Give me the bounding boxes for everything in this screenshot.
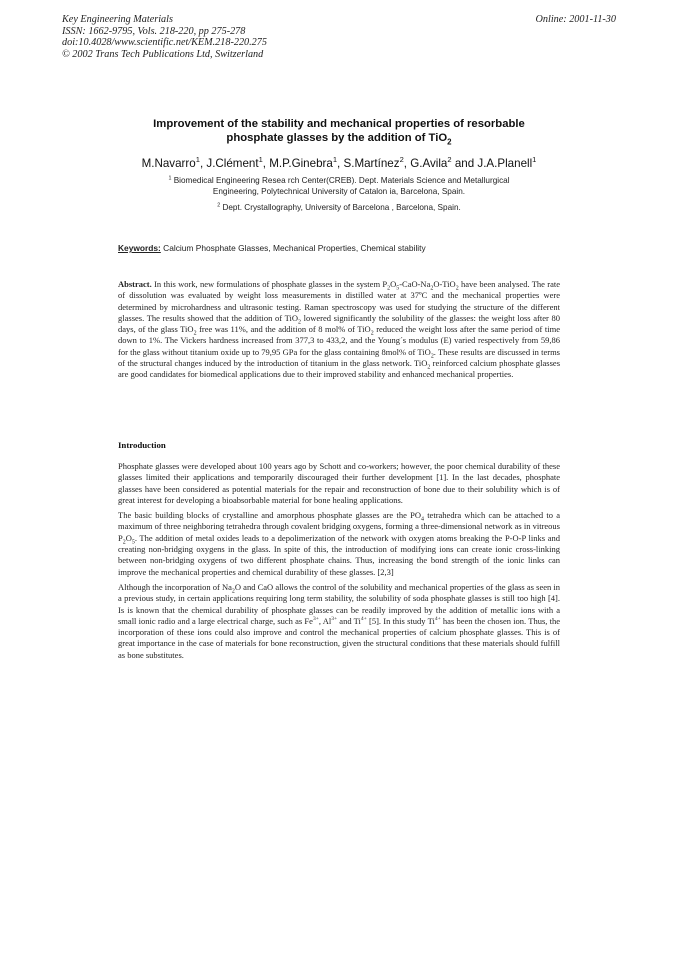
journal-doi[interactable]: doi:10.4028/www.scientific.net/KEM.218-220.275 bbox=[62, 37, 267, 49]
author: M.Navarro$^1$, bbox=[141, 155, 207, 170]
abstract: Abstract. In this work, new formulations of phosphate glasses in the system $P_2O_5-CaO-Na_2O-TiO_2$ have been analysed. The rate of dissolution was evaluated by weight loss measurements in distilled water at 37ºC and the mechanical properties were determined by microhardness and ultrasonic testing. Raman spectroscopy was used for studying the structure of the different glasses. The results showed that the addition of TiO$_2$ lowered significantly the solubility of the glasses: the weight loss after 80 days, of the glass TiO$_2$ free was 11%, and the addition of 8 mol% of TiO$_2$ reduced the weight loss after the same period of time down to 1%. The Vickers hardness increased from 377,3 to 433,2, and the Young´s modulus (E) varied respectively from 59,86 for the glass without titanium oxide up to 79,95 GPa for the glass containing 8mol% of TiO$_2$. These results are discussed in terms of the structural changes induced by the introduction of titanium in the glass network. TiO$_2$ reinforced calcium phosphate glasses are good candidates for biomedical applications due to their improved stability and enhanced mechanical properties. bbox=[118, 279, 561, 380]
keywords-text: Calcium Phosphate Glasses, Mechanical Properties, Chemical stability bbox=[160, 243, 426, 253]
intro-paragraph-3: Although the incorporation of $Na_2O$ and CaO allows the control of the solubility and mechanical properties of the glass as seen in a previous study, in certain applications requiring long term stability, the solubility of soda phosphate glasses is still too high [4]. Is is known that the chemical durability of phosphate glasses can be readily improved by the addition of metallic ions with a small ionic radio and a large electrical charge, such as $Fe^{3+}$, $Al^{3+}$ and $Ti^{4+}$ [5]. In this study $Ti^{4+}$ has been the chosen ion. Thus, the incorporation of these ions could also improve and control the mechanical properties of calcium phosphate glasses. This is of great importance in the case of materials for bone reconstruction, given the structural conditions that these materials should fulfill as bone substitutes. bbox=[118, 581, 561, 660]
online-date: Online: 2001-11-30 bbox=[535, 14, 616, 25]
affiliation-2: $^2$ Dept. Crystallography, University of Barcelona , Barcelona, Spain. bbox=[217, 202, 461, 212]
journal-copyright: © 2002 Trans Tech Publications Ltd, Switzerland bbox=[62, 48, 264, 60]
author: J.Clément$^1$, bbox=[206, 155, 270, 170]
author: G.Avila$^2$ and bbox=[410, 155, 478, 170]
journal-name: Key Engineering Materials bbox=[62, 14, 173, 25]
title-line-2: phosphate glasses by the addition of TiO$_2$ bbox=[226, 132, 452, 147]
title-line-1: Improvement of the stability and mechanical properties of resorbable bbox=[153, 118, 525, 130]
journal-issn: ISSN: 1662-9795, Vols. 218-220, pp 275-278 bbox=[62, 25, 246, 37]
intro-paragraph-1: Phosphate glasses were developed about 100 years ago by Schott and co-workers; however, the poor chemical durability of these glasses limited their applications and temporarily discouraged their further development [1]. In the last decades, phosphate glasses have been considered as potential materials for the repair and reconstruction of bone due to their solubility which is of great interest for developing a bioabsorbable material for bone healing applications. bbox=[118, 461, 560, 505]
section-heading-introduction: Introduction bbox=[118, 440, 166, 450]
keywords bbox=[118, 243, 426, 253]
author: M.P.Ginebra$^1$, bbox=[269, 155, 344, 170]
paper-title bbox=[100, 117, 578, 145]
keywords-label: Keywords: bbox=[118, 243, 161, 253]
journal-header bbox=[62, 14, 267, 60]
introduction-body bbox=[118, 461, 560, 665]
affiliation-1: $^1$ Biomedical Engineering Resea rch Center(CREB). Dept. Materials Science and Metallurgical Engineering, Polytechnical University of Catalon ia, Barcelona, Spain. bbox=[168, 175, 510, 196]
author: S.Martínez$^2$, bbox=[343, 155, 411, 170]
abstract-label: Abstract. bbox=[118, 279, 152, 289]
author: J.A.Planell$^1$ bbox=[477, 155, 537, 170]
intro-paragraph-2: The basic building blocks of crystalline and amorphous phosphate glasses are the $PO_4$ tetrahedra which can be attached to a maximum of three neighboring tetrahedra through covalent bridging oxygens, forming a three-dimensional network as in vitreous $P_2O_5$. The addition of metal oxides leads to a depolimerization of the network with oxygen atoms breaking the P-O-P links and creating non-bridging oxygens in the glass. In spite of this, the introduction of modifying ions can create ionic cross-linking between non-bridging oxygens of two different phosphate chains. Thus, increasing the bond strength of the ionic links can improve the mechanical properties and chemical durability of these glasses. [2,3] bbox=[118, 510, 560, 577]
author-list bbox=[60, 157, 618, 170]
